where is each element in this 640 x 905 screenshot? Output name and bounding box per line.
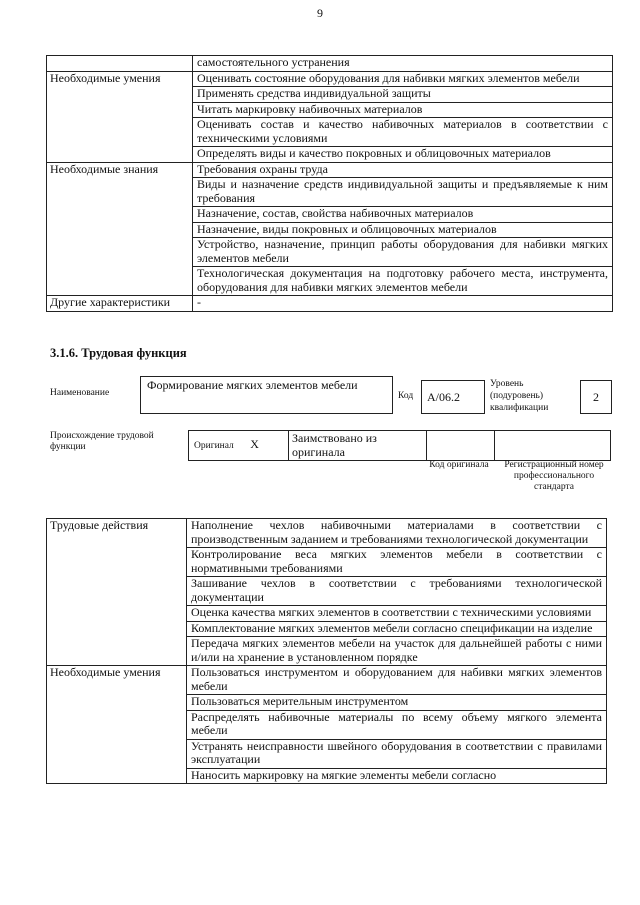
name-label: Наименование xyxy=(50,388,110,398)
table-cell: Устройство, назначение, принцип работы оборудования для набивки мягких элементов мебели xyxy=(193,238,613,267)
row-label: Трудовые действия xyxy=(47,519,187,666)
level-label: Уровень (подуровень) квалификации xyxy=(490,379,549,413)
table-cell: Применять средства индивидуальной защиты xyxy=(193,87,613,103)
table-cell: Распределять набивочные материалы по всему объему мягкого элемента мебели xyxy=(187,710,607,739)
name-box xyxy=(140,376,393,414)
table-cell: Читать маркировку набивочных материалов xyxy=(193,102,613,118)
level-value: 2 xyxy=(593,390,599,404)
table-row xyxy=(47,71,613,87)
table-row xyxy=(47,519,607,548)
skills-knowledge-table xyxy=(46,55,613,312)
table-cell: Наносить маркировку на мягкие элементы мебели согласно xyxy=(187,768,607,784)
table-cell: Пользоваться мерительным инструментом xyxy=(187,695,607,711)
row-label xyxy=(47,56,193,72)
table-cell: Пользоваться инструментом и оборудованием для набивки мягких элементов мебели xyxy=(187,666,607,695)
table-cell: Зашивание чехлов в соответствии с требованиями технологической документации xyxy=(187,577,607,606)
origin-label: Происхождение трудовой функции xyxy=(50,431,154,452)
code-label: Код xyxy=(398,391,414,401)
borrowed-label: Заимствовано из оригинала xyxy=(289,431,427,461)
table-cell: Оценивать состав и качество набивочных материалов в соответствии с техническими условиями xyxy=(193,118,613,147)
code-value: А/06.2 xyxy=(427,390,460,404)
original-mark: X xyxy=(250,436,259,451)
original-code-caption: Код оригинала xyxy=(429,460,489,470)
reg-number-caption: Регистрационный номер профессионального стандарта xyxy=(504,460,604,492)
table-cell: Назначение, виды покровных и облицовочных материалов xyxy=(193,222,613,238)
name-value: Формирование мягких элементов мебели xyxy=(147,378,358,392)
row-label: Необходимые умения xyxy=(47,666,187,784)
labor-actions-table xyxy=(46,518,607,784)
reg-number-cell xyxy=(495,431,611,461)
table-row xyxy=(47,56,613,72)
table-cell: Требования охраны труда xyxy=(193,162,613,178)
table-cell: Передача мягких элементов мебели на участок для дальнейшей работы с ними и/или на хранение в установленном порядке xyxy=(187,637,607,666)
table-cell: Определять виды и качество покровных и облицовочных материалов xyxy=(193,147,613,163)
table-cell: - xyxy=(193,296,613,312)
table-cell: самостоятельного устранения xyxy=(193,56,613,72)
table-cell: Виды и назначение средств индивидуальной защиты и предъявляемые к ним требования xyxy=(193,178,613,207)
table-cell: Контролирование веса мягких элементов мебели в соответствии с нормативными требованиями xyxy=(187,548,607,577)
code-box xyxy=(421,380,485,414)
table-cell: Оценка качества мягких элементов в соответствии с техническими условиями xyxy=(187,606,607,622)
row-label: Необходимые знания xyxy=(47,162,193,296)
level-box xyxy=(580,380,612,414)
table-row xyxy=(47,296,613,312)
table-cell: Технологическая документация на подготовку рабочего места, инструмента, оборудования для набивки мягких элементов мебели xyxy=(193,267,613,296)
original-label: Оригинал xyxy=(194,440,234,451)
row-label: Другие характеристики xyxy=(47,296,193,312)
section-heading: 3.1.6. Трудовая функция xyxy=(50,346,187,360)
table-row xyxy=(47,162,613,178)
origin-table xyxy=(188,430,611,461)
row-label: Необходимые умения xyxy=(47,71,193,162)
table-cell: Оценивать состояние оборудования для набивки мягких элементов мебели xyxy=(193,71,613,87)
table-cell: Устранять неисправности швейного оборудования в соответствии с правилами эксплуатации xyxy=(187,739,607,768)
original-cell xyxy=(189,431,289,461)
table-cell: Назначение, состав, свойства набивочных материалов xyxy=(193,207,613,223)
table-cell: Наполнение чехлов набивочными материалами в соответствии с производственным заданием и требованиями технологической документации xyxy=(187,519,607,548)
page-number: 9 xyxy=(317,6,323,20)
table-cell: Комплектование мягких элементов мебели согласно спецификации на изделие xyxy=(187,621,607,637)
original-code-cell xyxy=(427,431,495,461)
table-row xyxy=(47,666,607,695)
